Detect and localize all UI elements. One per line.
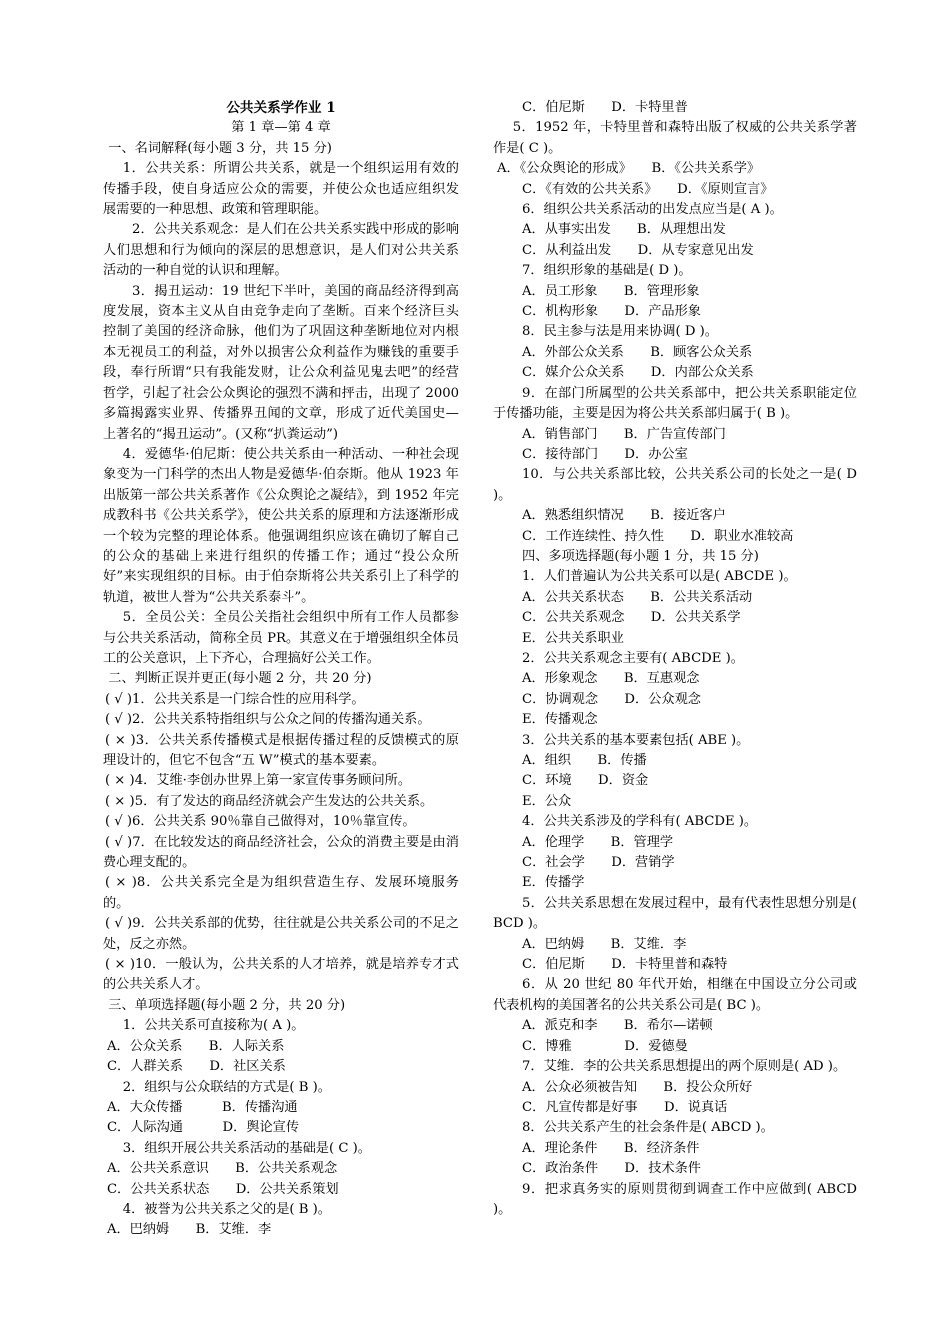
answer-options: A．巴纳姆 B．艾维．李 (106, 1222, 272, 1238)
chapter-range: 第 1 章—第 4 章 (231, 120, 331, 136)
answer-options: A．公共关系状态 B．公共关系活动 (522, 589, 753, 605)
question-text: 2．公共关系观念：是人们在公共关系实践中形成的影响人们思想和行为倾向的深层的思想意识，是人们对公共关系活动的一种自觉的认识和理解。 (103, 222, 459, 279)
question-text: 四、多项选择题(每小题 1 分，共 15 分) (522, 548, 759, 564)
answer-options: A．派克和李 B．希尔—诺顿 (522, 1018, 713, 1034)
question-text: 1．公共关系：所谓公共关系，就是一个组织运用有效的传播手段，使自身适应公众的需要，并使公众也适应组织发展需要的一种思想、政策和管理职能。 (103, 161, 459, 218)
answer-options: C．博雅 D．爱德曼 (522, 1038, 688, 1054)
answer-options: A．形象观念 B．互惠观念 (522, 671, 700, 687)
question-text: 2．公共关系观念主要有( ABCDE )。 (522, 650, 744, 666)
section-heading: 三、单项选择题(每小题 2 分，共 20 分) (108, 997, 346, 1013)
answer-options: A．公众必须被告知 B．投公众所好 (522, 1079, 753, 1095)
question-text: 1．人们普遍认为公共关系可以是( ABCDE )。 (522, 569, 797, 585)
question-text: 4．公共关系涉及的学科有( ABCDE )。 (522, 814, 758, 830)
answer-options: A．外部公众关系 B．顾客公众关系 (522, 344, 753, 360)
right-column (493, 98, 857, 1220)
question-text: 5．公共关系思想在发展过程中，最有代表性思想分别是( BCD )。 (493, 895, 857, 932)
question-text: ( × )5．有了发达的商品经济就会产生发达的公共关系。 (104, 793, 434, 809)
question-text: 4．被誉为公共关系之父的是( B )。 (122, 1201, 331, 1217)
section-heading: 二、判断正误并更正(每小题 2 分，共 20 分) (108, 671, 372, 687)
answer-options: A．公众关系 B．人际关系 (106, 1038, 285, 1054)
answer-options: C．公共关系状态 D．公共关系策划 (106, 1181, 339, 1197)
question-text: ( × )8．公共关系完全是为组织营造生存、发展环境服务的。 (103, 875, 459, 911)
answer-options: A．公共关系意识 B．公共关系观念 (106, 1161, 338, 1177)
question-text: 5．1952 年，卡特里普和森特出版了权威的公共关系学著作是( C )。 (493, 120, 857, 156)
question-text: 4．爱德华·伯尼斯：使公共关系由一种活动、一种社会现象变为一门科学的杰出人物是爱德华·伯奈斯。他从 1923 年出版第一部公共关系著作《公众舆论之凝结》，到 1952 年完成教科书《公共关系学》，使公共关系的原理和方法逐渐形成一个较为完整的理论体系。他强调组织应该在确切了解自己的公众的基础上来进行组织的传播工作；通过“投公众所好”来实现组织的目标。由于伯奈斯将公共关系引上了科学的轨道，被世人誉为“公共关系泰斗”。 (103, 446, 459, 605)
answer-options: A．大众传播 B．传播沟通 (106, 1099, 298, 1115)
answer-options: A．组织 B．传播 (522, 753, 647, 768)
answer-options: C．环境 D．资金 (522, 773, 649, 789)
answer-options: A．巴纳姆 B．艾维．李 (522, 936, 687, 952)
question-text: 1．公共关系可直接称为( A )。 (122, 1018, 305, 1034)
answer-options: A．员工形象 B．管理形象 (522, 283, 700, 299)
answer-options: A．熟悉组织情况 B．接近客户 (522, 508, 726, 524)
answer-options: E．传播学 (522, 875, 585, 891)
question-text: 5．全员公关：全员公关指社会组织中所有工作人员都参与公共关系活动，简称全员 PR。其意义在于增强组织全体员工的公关意识，上下齐心，合理搞好公关工作。 (103, 610, 459, 666)
question-text: 3．公共关系的基本要素包括( ABE )。 (522, 732, 750, 748)
answer-options: C．工作连续性、持久性 D．职业水准较高 (522, 528, 794, 544)
question-text: ( √ )6．公共关系 90％靠自己做得对，10％靠宣传。 (104, 814, 416, 830)
question-text: 8．民主参与法是用来协调( D )。 (522, 324, 718, 340)
answer-options: C．媒介公众关系 D．内部公众关系 (522, 365, 754, 381)
answer-options: C．政治条件 D．技术条件 (522, 1161, 701, 1177)
question-text: ( √ )2．公共关系特指组织与公众之间的传播沟通关系。 (104, 712, 431, 728)
question-text: 7．组织形象的基础是( D )。 (522, 263, 692, 279)
question-text: ( × )3．公共关系传播模式是根据传播过程的反馈模式的原理设计的，但它不包含“五 W”模式的基本要素。 (103, 732, 459, 768)
answer-options: C．伯尼斯 D．卡特里普 (522, 100, 688, 115)
question-text: 9．在部门所属型的公共关系部中，把公共关系职能定位于传播功能，主要是因为将公共关系部归属于( B )。 (493, 385, 857, 422)
answer-options: C．人群关系 D．社区关系 (106, 1059, 286, 1075)
question-text: 10．与公共关系部比较，公共关系公司的长处之一是( D )。 (493, 467, 857, 503)
answer-options: C．伯尼斯 D．卡特里普和森特 (522, 957, 728, 973)
answer-options: E．公众 (522, 793, 572, 809)
answer-options: A．《公众舆论的形成》 B．《公共关系学》 (496, 161, 761, 177)
answer-options: C．接待部门 D．办公室 (522, 446, 688, 462)
question-text: ( √ )9．公共关系部的优势，往往就是公共关系公司的不足之处，反之亦然。 (103, 916, 459, 952)
question-text: ( × )10．一般认为，公共关系的人才培养，就是培养专才式的公共关系人才。 (103, 957, 459, 993)
question-text: 9．把求真务实的原则贯彻到调查工作中应做到( ABCD )。 (493, 1181, 857, 1217)
question-text: 8．公共关系产生的社会条件是( ABCD )。 (522, 1120, 774, 1136)
question-text: 6．从 20 世纪 80 年代开始，相继在中国设立分公司或代表机构的美国著名的公共关系公司是( BC )。 (493, 977, 857, 1013)
answer-options: C．公共关系观念 D．公共关系学 (522, 610, 741, 626)
question-text: 7．艾维．李的公共关系思想提出的两个原则是( AD )。 (522, 1059, 847, 1075)
question-text: ( √ )1．公共关系是一门综合性的应用科学。 (104, 691, 365, 707)
question-text: 2．组织与公众联结的方式是( B )。 (122, 1079, 331, 1095)
question-text: 6．组织公共关系活动的出发点应当是( A )。 (522, 202, 783, 218)
answer-options: A．从事实出发 B．从理想出发 (522, 222, 726, 238)
question-text: 3．揭丑运动：19 世纪下半叶，美国的商品经济得到高度发展，资本主义从自由竞争走向了垄断。百来个经济巨头控制了美国的经济命脉，他们为了巩固这种垄断地位对内根本无视员工的利益，对外以损害公众利益作为赚钱的重要手段，奉行所谓“只有我能发财，让公众利益见鬼去吧”的经营哲学，引起了社会公众舆论的强烈不满和抨击，出现了 2000 多篇揭露实业界、传播界丑闻的文章，形成了近代美国史—上著名的“揭丑运动”。(又称“扒粪运动”) (103, 283, 459, 442)
answer-options: C．从利益出发 D．从专家意见出发 (522, 242, 754, 258)
answer-options: E．传播观念 (522, 712, 598, 728)
answer-options: C．人际沟通 D．舆论宣传 (106, 1120, 300, 1136)
answer-options: C．社会学 D．营销学 (522, 855, 675, 871)
section-heading: 一、名词解释(每小题 3 分，共 15 分) (108, 140, 332, 156)
answer-options: A．理论条件 B．经济条件 (522, 1140, 700, 1156)
left-column (103, 98, 459, 1241)
answer-options: C．协调观念 D．公众观念 (522, 691, 701, 707)
answer-options: C．《有效的公共关系》 D．《原则宣言》 (522, 181, 774, 197)
answer-options: E．公共关系职业 (522, 630, 624, 646)
question-text: 3．组织开展公共关系活动的基础是( C )。 (122, 1140, 371, 1156)
answer-options: A．伦理学 B．管理学 (522, 834, 674, 850)
answer-options: C．机构形象 D．产品形象 (522, 304, 701, 320)
document-title: 公共关系学作业 1 (226, 100, 336, 116)
question-text: ( × )4．艾维·李创办世界上第一家宣传事务顾问所。 (104, 773, 412, 789)
answer-options: C．凡宣传都是好事 D．说真话 (522, 1099, 728, 1115)
answer-options: A．销售部门 B．广告宣传部门 (522, 426, 726, 442)
question-text: ( √ )7．在比较发达的商品经济社会，公众的消费主要是由消费心理支配的。 (103, 834, 459, 871)
